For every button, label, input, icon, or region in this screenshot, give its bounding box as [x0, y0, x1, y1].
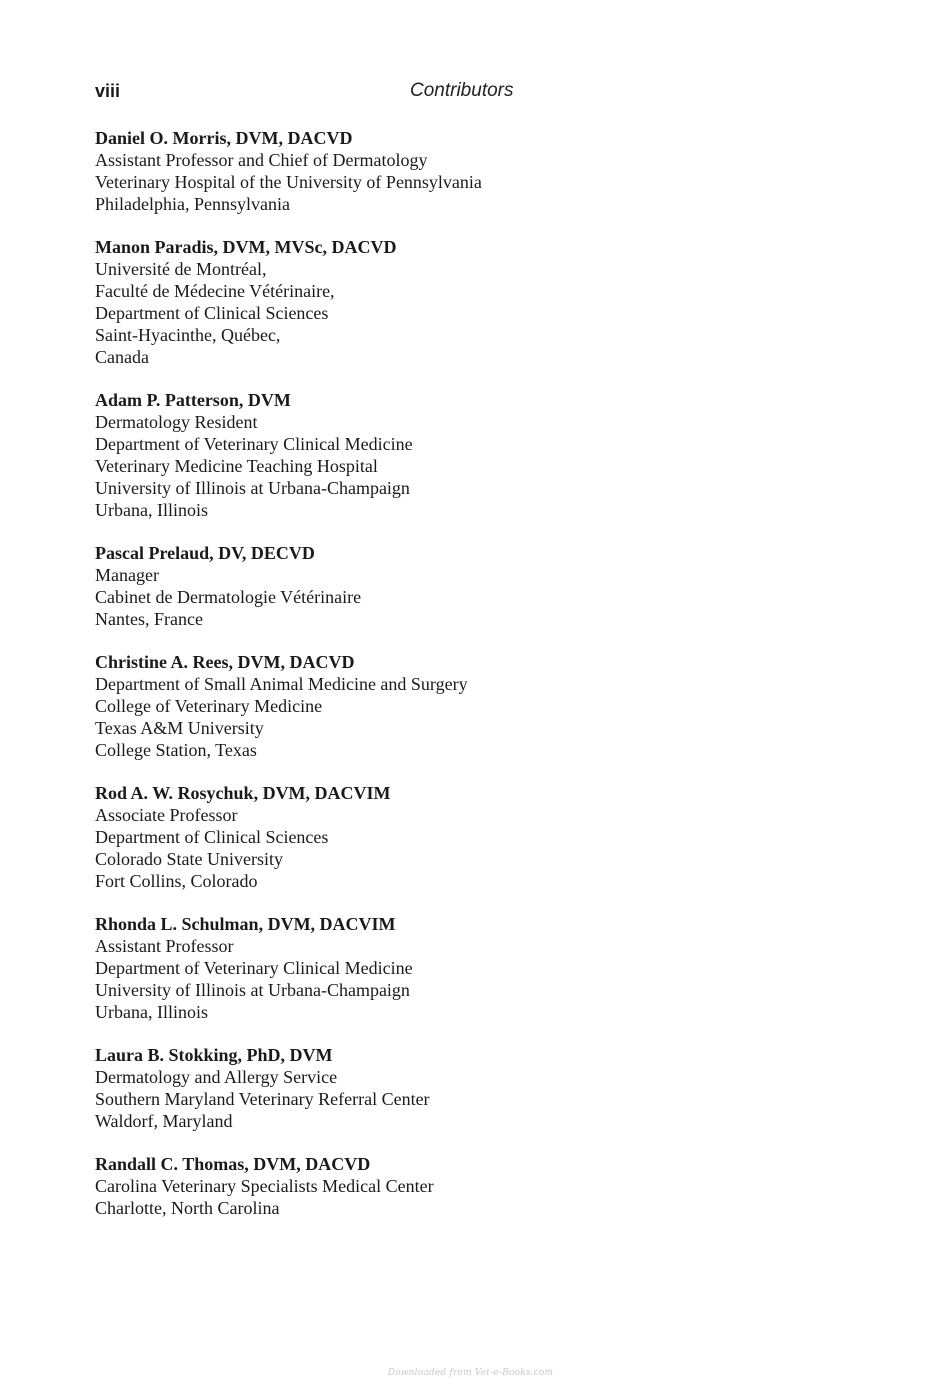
affiliation-line: University of Illinois at Urbana-Champaign: [95, 980, 410, 1000]
affiliation-line: Faculté de Médecine Vétérinaire,: [95, 281, 335, 301]
contributor-name: Rhonda L. Schulman, DVM, DACVIM: [95, 914, 396, 934]
affiliation-line: Charlotte, North Carolina: [95, 1198, 280, 1218]
contributor-entry: [95, 913, 795, 1023]
contributors-list: [95, 127, 795, 1240]
affiliation-line: Department of Veterinary Clinical Medicine: [95, 434, 413, 454]
contributor-entry: [95, 782, 795, 892]
contributor-name: Manon Paradis, DVM, MVSc, DACVD: [95, 237, 397, 257]
contributor-entry: [95, 389, 795, 521]
affiliation-line: University of Illinois at Urbana-Champaign: [95, 478, 410, 498]
affiliation-line: Southern Maryland Veterinary Referral Center: [95, 1089, 430, 1109]
contributor-name: Laura B. Stokking, PhD, DVM: [95, 1045, 333, 1065]
contributor-entry: [95, 1153, 795, 1219]
contributor-entry: [95, 236, 795, 368]
affiliation-line: Veterinary Medicine Teaching Hospital: [95, 456, 378, 476]
affiliation-line: Urbana, Illinois: [95, 500, 208, 520]
affiliation-line: Urbana, Illinois: [95, 1002, 208, 1022]
affiliation-line: Carolina Veterinary Specialists Medical Center: [95, 1176, 434, 1196]
affiliation-line: Saint-Hyacinthe, Québec,: [95, 325, 281, 345]
running-head: Contributors: [410, 80, 514, 101]
contributor-entry: [95, 651, 795, 761]
download-watermark: Downloaded from Vet-e-Books.com: [387, 1368, 554, 1378]
affiliation-line: Dermatology and Allergy Service: [95, 1067, 338, 1087]
contributor-entry: [95, 1044, 795, 1132]
affiliation-line: Veterinary Hospital of the University of Pennsylvania: [95, 172, 482, 192]
affiliation-line: Department of Veterinary Clinical Medicine: [95, 958, 413, 978]
affiliation-line: Colorado State University: [95, 849, 283, 869]
contributor-name: Rod A. W. Rosychuk, DVM, DACVIM: [95, 783, 391, 803]
contributor-entry: [95, 542, 795, 630]
affiliation-line: Waldorf, Maryland: [95, 1111, 233, 1131]
affiliation-line: Nantes, France: [95, 609, 203, 629]
affiliation-line: Department of Clinical Sciences: [95, 827, 329, 847]
contributor-name: Christine A. Rees, DVM, DACVD: [95, 652, 355, 672]
contributor-name: Randall C. Thomas, DVM, DACVD: [95, 1154, 371, 1174]
affiliation-line: Fort Collins, Colorado: [95, 871, 258, 891]
affiliation-line: Assistant Professor: [95, 936, 234, 956]
affiliation-line: Philadelphia, Pennsylvania: [95, 194, 290, 214]
affiliation-line: Texas A&M University: [95, 718, 264, 738]
affiliation-line: Dermatology Resident: [95, 412, 258, 432]
affiliation-line: Cabinet de Dermatologie Vétérinaire: [95, 587, 362, 607]
contributor-name: Adam P. Patterson, DVM: [95, 390, 291, 410]
affiliation-line: Canada: [95, 347, 149, 367]
contributor-name: Pascal Prelaud, DV, DECVD: [95, 543, 315, 563]
contributor-name: Daniel O. Morris, DVM, DACVD: [95, 128, 353, 148]
affiliation-line: Assistant Professor and Chief of Dermatology: [95, 150, 428, 170]
page-number: viii: [95, 81, 121, 101]
affiliation-line: College of Veterinary Medicine: [95, 696, 323, 716]
affiliation-line: Manager: [95, 565, 159, 585]
affiliation-line: Department of Small Animal Medicine and Surgery: [95, 674, 468, 694]
affiliation-line: College Station, Texas: [95, 740, 257, 760]
affiliation-line: Université de Montréal,: [95, 259, 267, 279]
affiliation-line: Department of Clinical Sciences: [95, 303, 329, 323]
affiliation-line: Associate Professor: [95, 805, 238, 825]
contributor-entry: [95, 127, 795, 215]
